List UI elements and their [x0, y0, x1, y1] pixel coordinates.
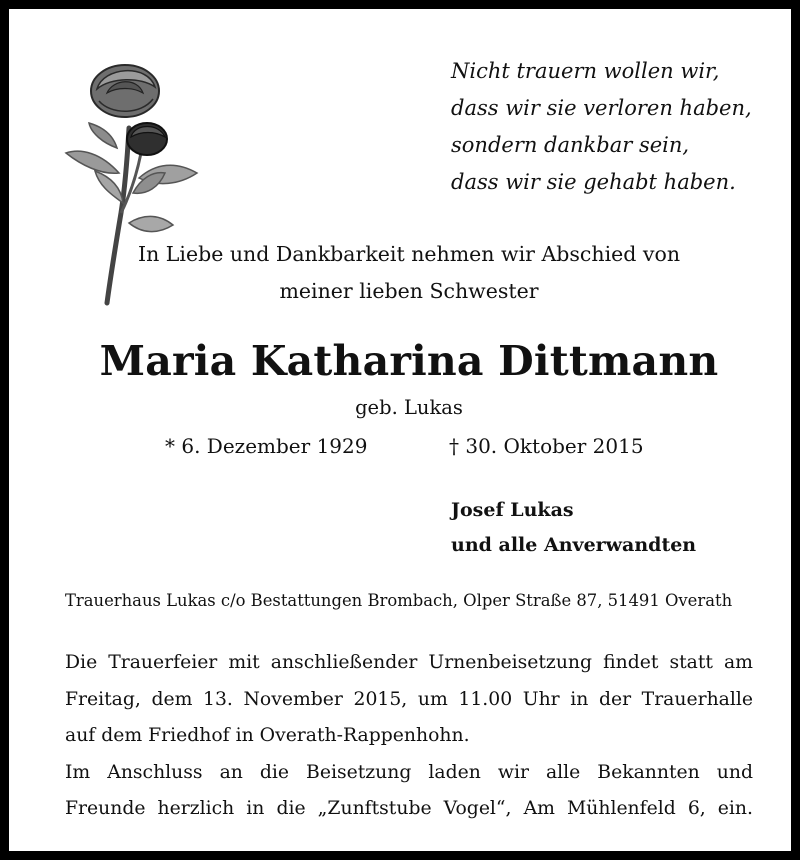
notice-line: Freitag, dem 13. November 2015, um 11.00 Uhr in der Trauerhalle	[65, 688, 753, 710]
mourner-line: und alle Anverwandten	[451, 534, 697, 556]
poem	[451, 53, 752, 201]
mourner-line: Josef Lukas	[451, 499, 574, 521]
notice-line: Freunde herzlich in die „Zunftstube Vogel“, Am Mühlenfeld 6, ein.	[65, 798, 753, 819]
birth-date: * 6. Dezember 1929	[165, 434, 368, 458]
poem-line: Nicht trauern wollen wir,	[451, 59, 720, 83]
notice-line: auf dem Friedhof in Overath-Rappenhohn.	[65, 725, 470, 746]
intro-text	[9, 236, 800, 310]
address-line: Trauerhaus Lukas c/o Bestattungen Brombach, Olper Straße 87, 51491 Overath	[65, 591, 733, 610]
mourners	[451, 493, 696, 563]
intro-line: In Liebe und Dankbarkeit nehmen wir Abschied von	[137, 242, 681, 266]
deceased-name: Maria Katharina Dittmann	[99, 337, 719, 385]
birth-name: geb. Lukas	[355, 396, 463, 419]
notice-line: Im Anschluss an die Beisetzung laden wir alle Bekannten und	[65, 761, 753, 783]
death-date: † 30. Oktober 2015	[449, 434, 644, 458]
poem-line: dass wir sie gehabt haben.	[451, 170, 736, 194]
poem-line: dass wir sie verloren haben,	[451, 96, 752, 120]
intro-line: meiner lieben Schwester	[279, 279, 539, 303]
notice-line: Die Trauerfeier mit anschließender Urnenbeisetzung findet statt am	[65, 652, 753, 673]
poem-line: sondern dankbar sein,	[451, 133, 690, 157]
funeral-notice	[65, 645, 753, 828]
